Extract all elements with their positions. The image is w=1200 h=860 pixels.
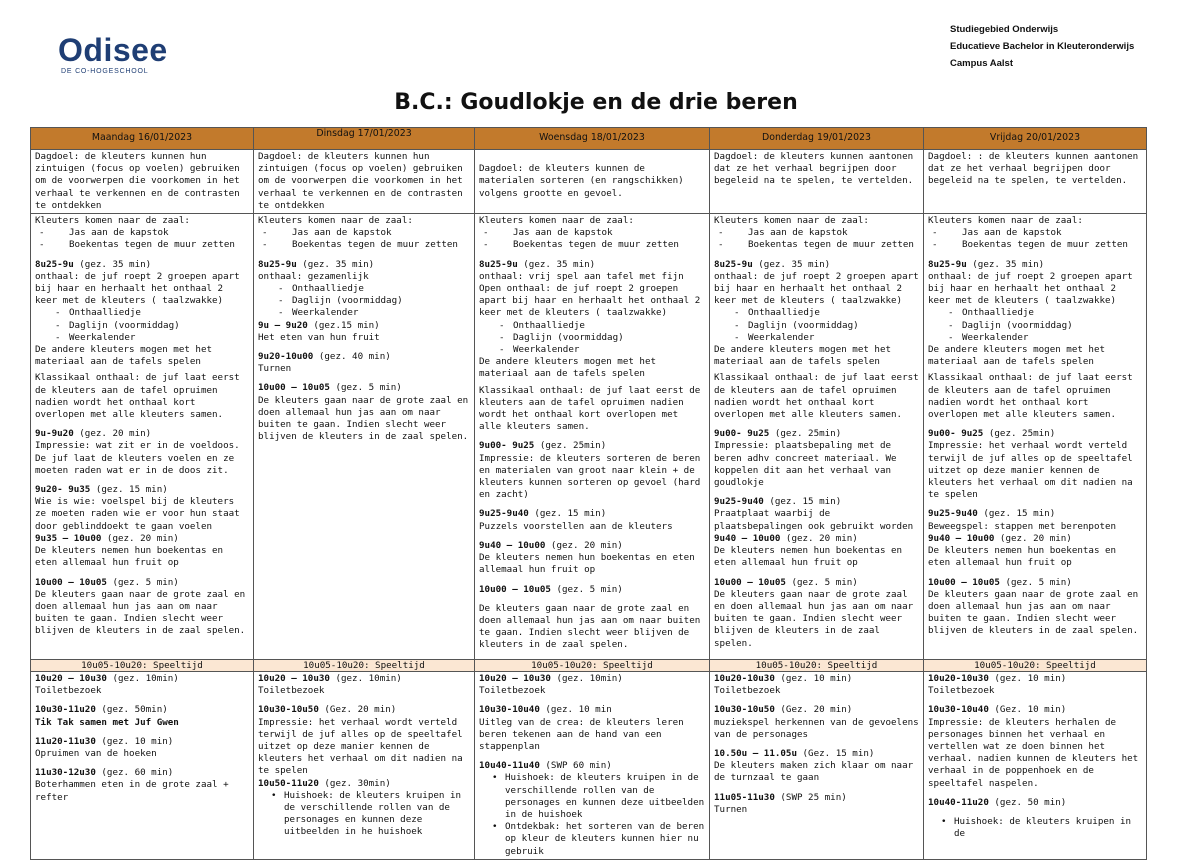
duration: (Gez. 20 min)	[318, 704, 397, 716]
list-item: - Daglijn (voormiddag)	[718, 320, 919, 332]
list-item: - Daglijn (voormiddag)	[483, 332, 705, 344]
block-text: Impressie: het verhaal wordt verteld terwijl de juf alles op de speeltafel uitzet op deze manier kennen de kleuters het verhaal om dit nadien na te spelen	[928, 440, 1133, 501]
block-text: Toiletbezoek	[714, 685, 781, 697]
org-line-2: Educatieve Bachelor in Kleuteronderwijs	[950, 41, 1135, 52]
time-label: 9u20- 9u35	[35, 484, 91, 496]
time-label: 9u00- 9u25	[479, 440, 535, 452]
list-item: - Jas aan de kapstok	[718, 227, 919, 239]
duration: (gez. 25min)	[769, 428, 842, 440]
duration: (gez. 15 min)	[528, 508, 607, 520]
duration: (gez. 20 min)	[994, 532, 1072, 544]
break-fri: 10u05-10u20: Speeltijd	[924, 660, 1147, 672]
break-row	[31, 660, 1147, 672]
time-label: 9u00- 9u25	[928, 428, 984, 440]
block-text: onthaal: vrij spel aan tafel met fijn Open onthaal: de juf roept 2 groepen apart bij haar en herhaalt het onthaal 2 keer met de kleuters ( taalzwakke)	[479, 270, 701, 319]
time-label: 9u-9u20	[35, 428, 74, 440]
block-text: muziekspel herkennen van de gevoelens van de personages	[714, 716, 919, 740]
block-text: Impressie: plaatsbepaling met de beren adhv concreet materiaal. We koppelen dit aan het verhaal van goudlokje	[714, 440, 897, 489]
block-text: Klassikaal onthaal: de juf laat eerst de kleuters aan de tafel opruimen nadien wordt het onthaal kort overlopen met alle kleuters samen.	[35, 372, 240, 421]
duration: (gez. 10min)	[329, 673, 402, 685]
list-item: - Onthaalliedje	[262, 283, 470, 295]
block-text: Uitleg van de crea: de kleuters leren beren tekenen aan de hand van een stappenplan	[479, 716, 684, 753]
morning-thu	[710, 214, 924, 660]
goal-wed: Dagdoel: de kleuters kunnen de materialen sorteren (en rangschikken) volgens grootte en gevoel.	[475, 150, 710, 214]
time-label: 9u – 9u20	[258, 319, 308, 331]
block-text: Impressie: de kleuters herhalen de personages binnen het verhaal en vertellen wat ze doen binnen het verhaal. nadien kunnen de kleuters het verhaal in de poppenhoek en de speeltafel naspelen.	[928, 716, 1139, 789]
time-label: 8u25-9u	[35, 258, 74, 270]
time-label: 9u00- 9u25	[714, 428, 770, 440]
list-item: - Onthaalliedje	[39, 307, 249, 319]
duration: (gez. 15 min)	[977, 508, 1056, 520]
time-label: 10u40-11u20	[928, 796, 989, 808]
time-label: 9u20-10u00	[258, 351, 314, 363]
block-text: Impressie: de kleuters sorteren de beren en materialen van groot naar klein + de kleuters kunnen sorteren op gevoel (hard en zacht)	[479, 452, 701, 501]
duration: (gez. 5 min)	[999, 576, 1072, 588]
time-label: 10u30-10u50	[714, 704, 775, 716]
block-text: onthaal: de juf roept 2 groepen apart bij haar en herhaalt het onthaal 2 keer met de kleuters ( taalzwakke)	[714, 270, 919, 307]
duration: (gez. 30min)	[318, 777, 391, 789]
list-item: - Onthaalliedje	[932, 307, 1142, 319]
arrive-text: Kleuters komen naar de zaal:	[928, 215, 1083, 227]
block-text: Puzzels voorstellen aan de kleuters	[479, 520, 673, 532]
time-label: 10u20 – 10u30	[479, 673, 551, 685]
block-text: De kleuters maken zich klaar om naar de turnzaal te gaan	[714, 760, 914, 784]
duration: (Gez. 10 min)	[988, 704, 1067, 716]
list-item: - Jas aan de kapstok	[932, 227, 1142, 239]
duration: (gez. 35 min)	[517, 258, 596, 270]
list-item: • Huishoek: de kleuters kruipen in de	[954, 816, 1142, 840]
time-label: 10u30-10u40	[479, 704, 540, 716]
duration: (gez. 35 min)	[73, 258, 152, 270]
duration: (gez. 15 min)	[763, 496, 842, 508]
block-text: Toiletbezoek	[35, 685, 102, 697]
duration: (Gez. 15 min)	[796, 748, 875, 760]
time-label: 9u40 – 10u00	[928, 532, 995, 544]
duration: (gez. 25min)	[983, 428, 1056, 440]
time-label: 10.50u – 11.05u	[714, 748, 797, 760]
duration: (gez. 10min)	[106, 673, 179, 685]
page-title: B.C.: Goudlokje en de drie beren	[394, 90, 798, 115]
time-label: 10u30-10u40	[928, 704, 989, 716]
break-tue: 10u05-10u20: Speeltijd	[254, 660, 475, 672]
time-label: 10u20 – 10u30	[35, 673, 107, 685]
time-label: 9u25-9u40	[928, 508, 978, 520]
block-text: Toiletbezoek	[258, 685, 325, 697]
goal-row	[31, 150, 1147, 214]
time-label: 9u35 – 10u00	[35, 532, 102, 544]
list-item: • Huishoek: de kleuters kruipen in de verschillende rollen van de personages en kunnen deze uitbeelden in de huishoek	[505, 772, 705, 821]
morning-tue	[254, 214, 475, 660]
time-label: 10u20-10u30	[928, 673, 989, 685]
block-text: onthaal: de juf roept 2 groepen apart bij haar en herhaalt het onthaal 2 keer met de kleuters ( taalzwakke)	[928, 270, 1133, 307]
list-item: - Weerkalender	[483, 344, 705, 356]
block-text: Praatplaat waarbij de plaatsbepalingen ook gebruikt worden	[714, 508, 914, 532]
late-morning-row	[31, 672, 1147, 860]
list-item: - Jas aan de kapstok	[39, 227, 249, 239]
day-header-row	[31, 128, 1147, 150]
block-text: De andere kleuters mogen met het materiaal aan de tafels spelen	[479, 356, 657, 380]
list-item: - Daglijn (voormiddag)	[932, 320, 1142, 332]
block-text: Beweegspel: stappen met berenpoten	[928, 520, 1117, 532]
block-text: onthaal: gezamenlijk	[258, 270, 369, 282]
duration: (gez. 20 min)	[545, 539, 623, 551]
list-item: - Boekentas tegen de muur zetten	[718, 239, 919, 251]
list-item: - Jas aan de kapstok	[262, 227, 470, 239]
week-plan-table	[30, 127, 1147, 860]
list-item: - Onthaalliedje	[483, 320, 705, 332]
block-text: De kleuters nemen hun boekentas en eten allemaal hun fruit op	[35, 545, 224, 569]
time-label: 10u00 – 10u05	[258, 382, 330, 394]
block-text: De kleuters nemen hun boekentas en eten allemaal hun fruit op	[928, 545, 1117, 569]
time-label: 8u25-9u	[258, 258, 297, 270]
day-header-wed: Woensdag 18/01/2023	[475, 128, 710, 150]
time-label: 9u40 – 10u00	[714, 532, 781, 544]
time-label: 10u40-11u40	[479, 760, 540, 772]
morning-fri	[924, 214, 1147, 660]
duration: (gez. 10min)	[550, 673, 623, 685]
block-text: De kleuters gaan naar de grote zaal en doen allemaal hun jas aan om naar buiten te gaan. Indien slecht weer blijven de kleuters in de zaal spelen.	[479, 602, 701, 651]
block-text: De kleuters gaan naar de grote zaal en doen allemaal hun jas aan om naar buiten te gaan. Indien slecht weer blijven de kleuters in de zaal spelen.	[258, 394, 469, 443]
day-header-thu: Donderdag 19/01/2023	[710, 128, 924, 150]
time-label: 9u25-9u40	[479, 508, 529, 520]
late-mon	[31, 672, 254, 860]
time-label: 8u25-9u	[928, 258, 967, 270]
arrive-text: Kleuters komen naar de zaal:	[35, 215, 190, 227]
duration: (gez. 20 min)	[780, 532, 858, 544]
duration: (gez. 20 min)	[73, 428, 152, 440]
logo-wordmark: Odisee	[58, 32, 168, 68]
time-label: 10u00 – 10u05	[35, 576, 107, 588]
goal-tue: Dagdoel: de kleuters kunnen hun zintuigen (focus op voelen) gebruiken om de voorwerpen die voorkomen in het verhaal te verkennen en de contrasten te ontdekken	[254, 150, 475, 214]
time-label: 10u20-10u30	[714, 673, 775, 685]
list-item: - Jas aan de kapstok	[483, 227, 705, 239]
goal-thu: Dagdoel: de kleuters kunnen aantonen dat ze het verhaal begrijpen door begeleid na te spelen, te vertelden.	[710, 150, 924, 214]
duration: (gez. 60 min)	[95, 767, 174, 779]
block-text: onthaal: de juf roept 2 groepen apart bij haar en herhaalt het onthaal 2 keer met de kleuters ( taalzwakke)	[35, 270, 240, 307]
block-text: De andere kleuters mogen met het materiaal aan de tafels spelen	[35, 344, 213, 368]
duration: (gez. 20 min)	[101, 532, 179, 544]
break-mon: 10u05-10u20: Speeltijd	[31, 660, 254, 672]
duration: (gez. 5 min)	[106, 576, 179, 588]
time-label: 10u50-11u20	[258, 777, 319, 789]
duration: (gez. 50min)	[95, 704, 168, 716]
duration: (gez.15 min)	[307, 319, 380, 331]
duration: (SWP 60 min)	[539, 760, 612, 772]
time-label: 10u20 – 10u30	[258, 673, 330, 685]
late-wed	[475, 672, 710, 860]
list-item: - Weerkalender	[932, 332, 1142, 344]
duration: (gez. 10 min)	[774, 673, 853, 685]
goal-fri: Dagdoel: : de kleuters kunnen aantonen dat ze het verhaal begrijpen door begeleid na te spelen, te vertelden.	[924, 150, 1147, 214]
logo-subtitle: DE CO-HOGESCHOOL	[61, 68, 149, 75]
block-text: De kleuters gaan naar de grote zaal en doen allemaal hun jas aan om naar buiten te gaan. Indien slecht weer blijven de kleuters in de zaal spelen.	[35, 588, 246, 637]
list-item: - Weerkalender	[39, 332, 249, 344]
block-text: Impressie: wat zit er in de voeldoos. De juf laat de kleuters voelen en ze moeten raden wat er in de doos zit.	[35, 440, 240, 476]
list-item: - Weerkalender	[718, 332, 919, 344]
block-text: Turnen	[714, 803, 748, 815]
block-text: Toiletbezoek	[928, 685, 995, 697]
break-thu: 10u05-10u20: Speeltijd	[710, 660, 924, 672]
org-line-3: Campus Aalst	[950, 58, 1013, 69]
block-text: Opruimen van de hoeken	[35, 748, 157, 760]
list-item: - Boekentas tegen de muur zetten	[932, 239, 1142, 251]
duration: (gez. 10 min	[539, 704, 612, 716]
list-item: • Ontdekbak: het sorteren van de beren op kleur de kleuters kunnen hier nu gebruik	[505, 821, 705, 858]
duration: (gez. 5 min)	[550, 583, 623, 595]
duration: (gez. 25min)	[534, 440, 607, 452]
duration: (gez. 35 min)	[752, 258, 831, 270]
time-label: 11u20-11u30	[35, 735, 96, 747]
list-item: - Boekentas tegen de muur zetten	[483, 239, 705, 251]
list-item: - Daglijn (voormiddag)	[39, 320, 249, 332]
late-tue	[254, 672, 475, 860]
block-text: Tik Tak samen met Juf Gwen	[35, 716, 179, 728]
block-text: Klassikaal onthaal: de juf laat eerst de kleuters aan de tafel opruimen nadien wordt het onthaal kort overlopen met alle kleuters samen.	[479, 384, 701, 433]
morning-row	[31, 214, 1147, 660]
block-text: De kleuters nemen hun boekentas en eten allemaal hun fruit op	[479, 552, 695, 576]
late-fri	[924, 672, 1147, 860]
org-line-1: Studiegebied Onderwijs	[950, 24, 1059, 35]
duration: (gez. 35 min)	[296, 258, 375, 270]
duration: (gez. 50 min)	[988, 796, 1067, 808]
duration: (gez. 35 min)	[966, 258, 1045, 270]
list-item: - Boekentas tegen de muur zetten	[262, 239, 470, 251]
time-label: 10u00 – 10u05	[928, 576, 1000, 588]
block-text: Toiletbezoek	[479, 685, 546, 697]
time-label: 9u40 – 10u00	[479, 539, 546, 551]
arrive-text: Kleuters komen naar de zaal:	[479, 215, 634, 227]
duration: (SWP 25 min)	[774, 791, 847, 803]
block-text: De andere kleuters mogen met het materiaal aan de tafels spelen	[928, 344, 1106, 368]
time-label: 11u05-11u30	[714, 791, 775, 803]
time-label: 8u25-9u	[714, 258, 753, 270]
goal-mon: Dagdoel: de kleuters kunnen hun zintuigen (focus op voelen) gebruiken om de voorwerpen die voorkomen in het verhaal te verkennen en de contrasten te ontdekken	[31, 150, 254, 214]
day-header-fri: Vrijdag 20/01/2023	[924, 128, 1147, 150]
day-header-mon: Maandag 16/01/2023	[31, 128, 254, 150]
arrive-text: Kleuters komen naar de zaal:	[258, 215, 413, 227]
time-label: 10u00 – 10u05	[479, 583, 551, 595]
duration: (gez. 40 min)	[313, 351, 391, 363]
duration: (gez. 15 min)	[90, 484, 168, 496]
morning-mon	[31, 214, 254, 660]
block-text: De kleuters gaan naar de grote zaal en doen allemaal hun jas aan om naar buiten te gaan. Indien slecht weer blijven de kleuters in de zaal spelen.	[928, 588, 1139, 637]
list-item: - Weerkalender	[262, 307, 470, 319]
time-label: 8u25-9u	[479, 258, 518, 270]
time-label: 10u30-10u50	[258, 704, 319, 716]
block-text: De kleuters gaan naar de grote zaal en doen allemaal hun jas aan om naar buiten te gaan. Indien slecht weer blijven de kleuters in de zaal spelen.	[714, 588, 914, 649]
time-label: 9u25-9u40	[714, 496, 764, 508]
late-thu	[710, 672, 924, 860]
time-label: 10u00 – 10u05	[714, 576, 786, 588]
list-item: - Daglijn (voormiddag)	[262, 295, 470, 307]
block-text: Klassikaal onthaal: de juf laat eerst de kleuters aan de tafel opruimen nadien wordt het onthaal kort overlopen met alle kleuters samen.	[714, 372, 919, 421]
list-item: • Huishoek: de kleuters kruipen in de verschillende rollen van de personages en kunnen deze uitbeelden in he huishoek	[284, 790, 470, 839]
day-header-tue: Dinsdag 17/01/2023	[254, 128, 475, 150]
block-text: Impressie: het verhaal wordt verteld terwijl de juf alles op de speeltafel uitzet op deze manier kennen de kleuters het verhaal om dit nadien na te spelen	[258, 716, 463, 777]
block-text: Turnen	[258, 363, 292, 375]
block-text: Het eten van hun fruit	[258, 331, 380, 343]
duration: (Gez. 20 min)	[774, 704, 853, 716]
time-label: 11u30-12u30	[35, 767, 96, 779]
block-text: Wie is wie: voelspel bij de kleuters ze moeten raden wie er voor hun staat door geblinddoekt te gaan voelen	[35, 496, 240, 532]
block-text: De kleuters nemen hun boekentas en eten allemaal hun fruit op	[714, 545, 903, 569]
duration: (gez. 5 min)	[785, 576, 858, 588]
time-label: 10u30-11u20	[35, 704, 96, 716]
institution-info	[950, 21, 1134, 72]
list-item: - Boekentas tegen de muur zetten	[39, 239, 249, 251]
duration: (gez. 10 min)	[988, 673, 1067, 685]
odisee-logo	[58, 34, 168, 75]
list-item: - Onthaalliedje	[718, 307, 919, 319]
block-text: De andere kleuters mogen met het materiaal aan de tafels spelen	[714, 344, 892, 368]
block-text: Boterhammen eten in de grote zaal + refter	[35, 779, 229, 803]
block-text: Klassikaal onthaal: de juf laat eerst de kleuters aan de tafel opruimen nadien wordt het onthaal kort overlopen met alle kleuters samen.	[928, 372, 1133, 421]
arrive-text: Kleuters komen naar de zaal:	[714, 215, 869, 227]
duration: (gez. 5 min)	[329, 382, 402, 394]
morning-wed	[475, 214, 710, 660]
duration: (gez. 10 min)	[95, 735, 174, 747]
break-wed: 10u05-10u20: Speeltijd	[475, 660, 710, 672]
